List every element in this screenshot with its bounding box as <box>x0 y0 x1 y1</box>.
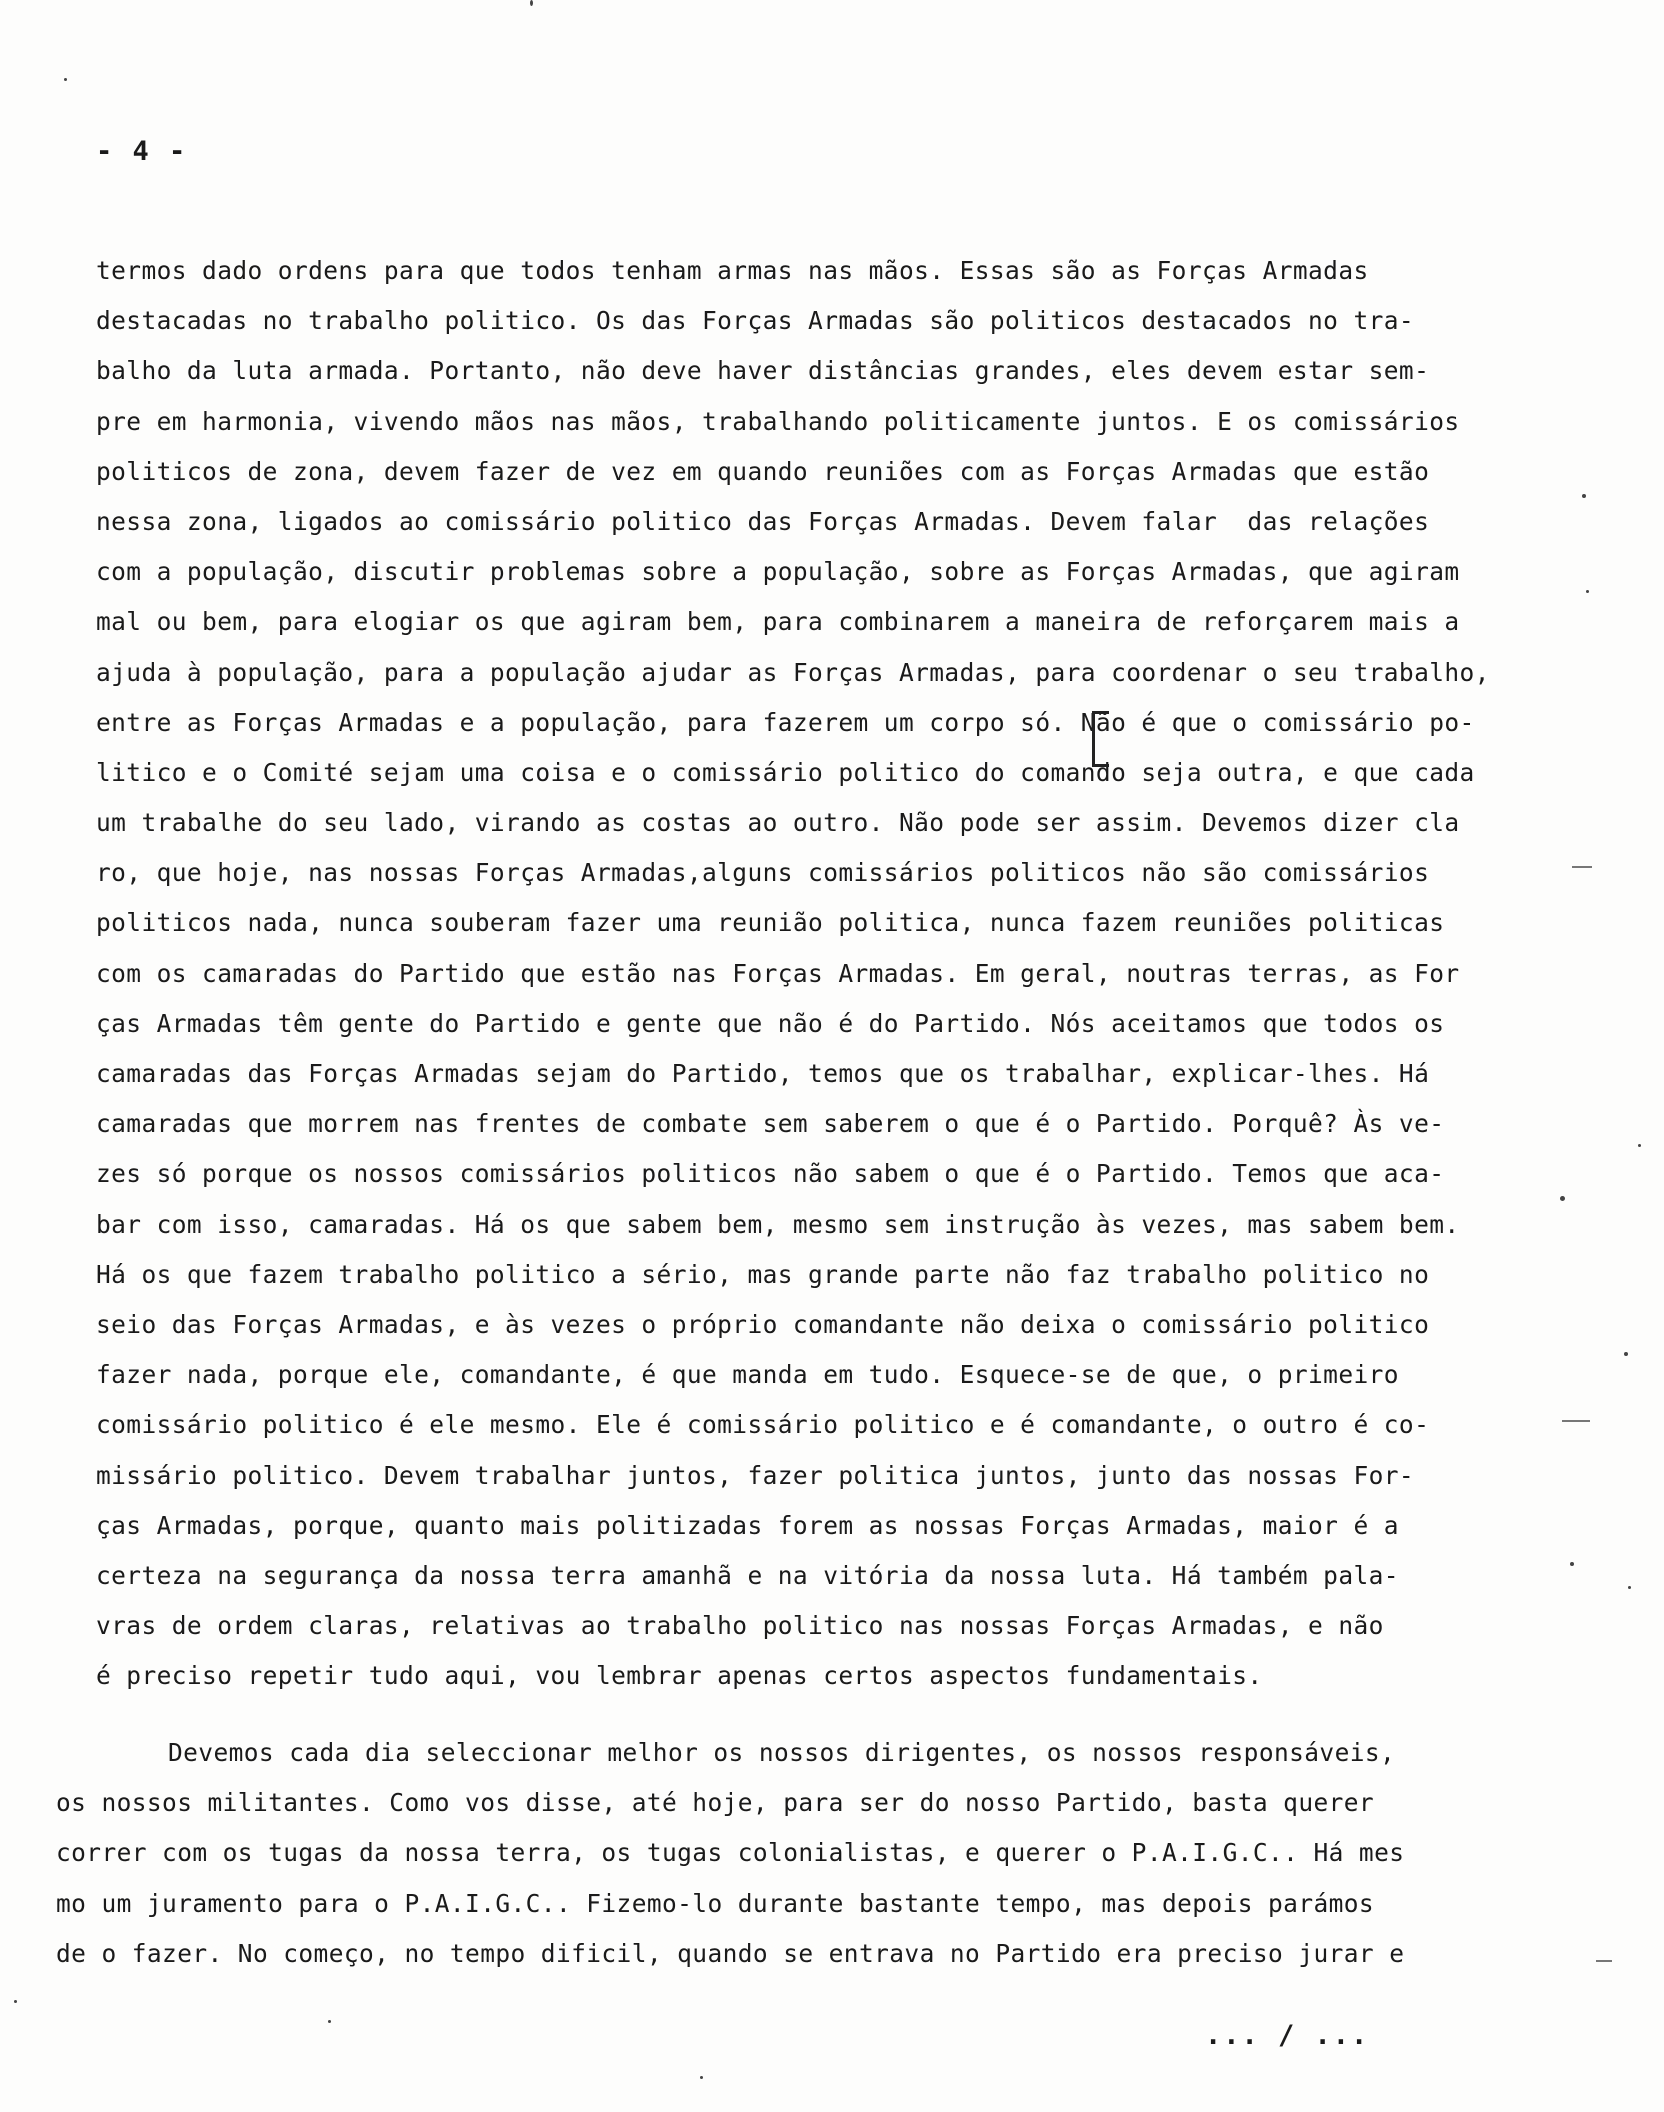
scan-speck <box>1586 590 1589 593</box>
text-line: entre as Forças Armadas e a população, para fazerem um corpo só. Não é que o comissário po- <box>96 707 1475 737</box>
text-line: comissário politico é ele mesmo. Ele é comissário politico e é comandante, o outro é co- <box>96 1410 1430 1440</box>
text-line: Devemos cada dia seleccionar melhor os nossos dirigentes, os nossos responsáveis, <box>168 1738 1396 1767</box>
scan-mark <box>1596 1960 1612 1962</box>
text-line: ro, que hoje, nas nossas Forças Armadas,alguns comissários politicos não são comissários <box>96 858 1430 888</box>
text-line: politicos de zona, devem fazer de vez em quando reuniões com as Forças Armadas que estão <box>96 456 1430 486</box>
text-line: seio das Forças Armadas, e às vezes o próprio comandante não deixa o comissário politico <box>96 1309 1430 1339</box>
text-line: camaradas que morrem nas frentes de combate sem saberem o que é o Partido. Porquê? Às ve- <box>96 1109 1445 1139</box>
text-line: balho da luta armada. Portanto, não deve haver distâncias grandes, eles devem estar sem- <box>96 356 1430 386</box>
continuation-mark: ... / ... <box>1205 2020 1370 2051</box>
text-line: é preciso repetir tudo aqui, vou lembrar apenas certos aspectos fundamentais. <box>96 1661 1263 1691</box>
text-line: nessa zona, ligados ao comissário politico das Forças Armadas. Devem falar das relações <box>96 506 1430 536</box>
text-line: litico e o Comité sejam uma coisa e o comissário politico do comando seja outra, e que cada <box>96 757 1475 787</box>
scan-speck <box>328 2020 331 2023</box>
page-number: - 4 - <box>96 136 188 167</box>
text-line: camaradas das Forças Armadas sejam do Partido, temos que os trabalhar, explicar-lhes. Há <box>96 1059 1430 1088</box>
scan-mark <box>1572 866 1592 868</box>
text-line: Há os que fazem trabalho politico a sério, mas grande parte não faz trabalho politico no <box>96 1259 1430 1289</box>
scan-speck <box>1570 1562 1574 1566</box>
scan-speck <box>64 78 67 81</box>
text-line: um trabalhe do seu lado, virando as costas ao outro. Não pode ser assim. Devemos dizer cla <box>96 808 1460 838</box>
scan-speck <box>1628 1586 1631 1589</box>
scan-speck <box>1560 1196 1565 1201</box>
text-line: de o fazer. No começo, no tempo dificil, quando se entrava no Partido era preciso jurar e <box>56 1938 1405 1968</box>
text-line: os nossos militantes. Como vos disse, até hoje, para ser do nosso Partido, basta querer <box>56 1788 1375 1818</box>
scan-speck <box>700 2076 703 2079</box>
text-line: pre em harmonia, vivendo mãos nas mãos, trabalhando politicamente juntos. E os comissários <box>96 406 1460 436</box>
scan-speck <box>530 0 533 6</box>
text-line: correr com os tugas da nossa terra, os tugas colonialistas, e querer o P.A.I.G.C.. Há mes <box>56 1838 1405 1868</box>
paragraph-1 <box>96 246 1536 1701</box>
scan-speck <box>1624 1352 1628 1356</box>
text-line: ajuda à população, para a população ajudar as Forças Armadas, para coordenar o seu trabalho, <box>96 657 1490 687</box>
text-line: ças Armadas têm gente do Partido e gente que não é do Partido. Nós aceitamos que todos os <box>96 1008 1445 1038</box>
text-line: ças Armadas, porque, quanto mais politizadas forem as nossas Forças Armadas, maior é a <box>96 1510 1399 1540</box>
text-line: mo um juramento para o P.A.I.G.C.. Fizemo-lo durante bastante tempo, mas depois parámos <box>56 1888 1375 1918</box>
text-line: bar com isso, camaradas. Há os que sabem bem, mesmo sem instrução às vezes, mas sabem bem. <box>96 1209 1460 1239</box>
paragraph-2 <box>56 1728 1536 1979</box>
text-line: vras de ordem claras, relativas ao trabalho politico nas nossas Forças Armadas, e não <box>96 1611 1384 1641</box>
text-line: com os camaradas do Partido que estão nas Forças Armadas. Em geral, noutras terras, as For <box>96 958 1460 988</box>
scan-speck <box>14 2000 17 2003</box>
text-line: termos dado ordens para que todos tenham armas nas mãos. Essas são as Forças Armadas <box>96 256 1369 285</box>
text-line: certeza na segurança da nossa terra amanhã e na vitória da nossa luta. Há também pala- <box>96 1560 1399 1590</box>
scan-speck <box>1582 494 1586 498</box>
paragraph-bracket-mark <box>1092 711 1109 767</box>
scan-speck <box>1638 1144 1641 1147</box>
text-line: missário politico. Devem trabalhar juntos, fazer politica juntos, junto das nossas For- <box>96 1460 1415 1490</box>
text-line: com a população, discutir problemas sobre a população, sobre as Forças Armadas, que agiram <box>96 557 1460 587</box>
text-line: zes só porque os nossos comissários politicos não sabem o que é o Partido. Temos que aca- <box>96 1159 1445 1189</box>
text-line: fazer nada, porque ele, comandante, é que manda em tudo. Esquece-se de que, o primeiro <box>96 1360 1399 1390</box>
scan-mark <box>1562 1420 1590 1422</box>
text-line: politicos nada, nunca souberam fazer uma reunião politica, nunca fazem reuniões politicas <box>96 908 1445 938</box>
text-line: destacadas no trabalho politico. Os das Forças Armadas são politicos destacados no tra- <box>96 306 1415 336</box>
text-line: mal ou bem, para elogiar os que agiram bem, para combinarem a maneira de reforçarem mais a <box>96 607 1460 637</box>
